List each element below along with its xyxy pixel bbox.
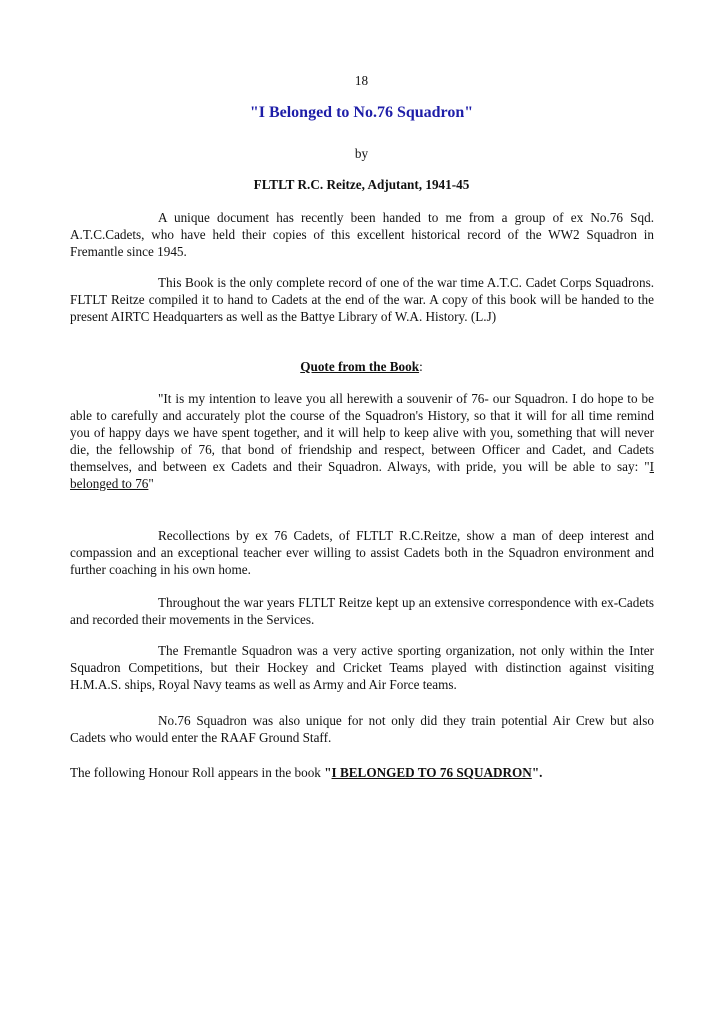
quote-end: " — [148, 476, 154, 491]
quote-paragraph — [70, 390, 654, 492]
ground-staff-text: No.76 Squadron was also unique for not only did they train potential Air Crew but also Cadets who would enter the RAAF Ground Staff. — [70, 713, 654, 745]
intro-paragraph — [70, 209, 654, 260]
ground-staff-paragraph — [70, 712, 654, 746]
sporting-text: The Fremantle Squadron was a very active sporting organization, not only within the Inter Squadron Competitions, but their Hockey and Cricket Teams played with distinction against visiting H.M.A.S. ships, Royal Navy teams as well as Army and Air Force teams. — [70, 643, 654, 692]
book-paragraph-text: This Book is the only complete record of one of the war time A.T.C. Cadet Corps Squadrons. FLTLT Reitze compiled it to hand to Cadets at the end of the war. A copy of this book will be handed to the present AIRTC Headquarters as well as the Battye Library of W.A. History. (L.J) — [70, 275, 654, 324]
author-line: FLTLT R.C. Reitze, Adjutant, 1941-45 — [253, 177, 470, 192]
correspondence-text: Throughout the war years FLTLT Reitze kept up an extensive correspondence with ex-Cadets and recorded their movements in the Services. — [70, 595, 654, 627]
quote-text: "It is my intention to leave you all herewith a souvenir of 76- our Squadron. I do hope to be able to carefully and accurately plot the course of the Squadron's History, so that it will for all time remind you of happy days we have spent together, and it will help to keep alive with you, something that will never die, the fellowship of 76, that bond of friendship and respect, between Officer and Cadet, and Cadets themselves, and between ex Cadets and their Squadron. Always, with pride, you will be able to say: " — [70, 391, 654, 474]
recollections-text: Recollections by ex 76 Cadets, of FLTLT R.C.Reitze, show a man of deep interest and compassion and an exceptional teacher ever willing to assist Cadets both in the Squadron environment and further coaching in his own home. — [70, 528, 654, 577]
sporting-paragraph — [70, 642, 654, 693]
honour-roll-open-quote: " — [324, 765, 332, 780]
byline: by — [354, 146, 369, 161]
quote-underlined: I belonged to 76 — [70, 459, 654, 491]
recollections-paragraph — [70, 527, 654, 578]
book-paragraph — [70, 274, 654, 325]
article-title: "I Belonged to No.76 Squadron" — [249, 104, 474, 121]
quote-heading — [0, 358, 723, 375]
honour-roll-text: The following Honour Roll appears in the book — [70, 765, 325, 780]
intro-paragraph-text: A unique document has recently been handed to me from a group of ex No.76 Sqd. A.T.C.Cadets, who have held their copies of this excellent historical record of the WW2 Squadron in Fremantle since 1945. — [70, 210, 654, 259]
correspondence-paragraph — [70, 594, 654, 628]
honour-roll-book-title: I BELONGED TO 76 SQUADRON — [331, 765, 532, 780]
honour-roll-close-quote: ". — [531, 765, 543, 780]
quote-heading-suffix: : — [419, 359, 423, 374]
page-number: 18 — [354, 73, 369, 88]
quote-heading-text: Quote from the Book — [300, 359, 420, 374]
honour-roll-line — [70, 764, 654, 781]
